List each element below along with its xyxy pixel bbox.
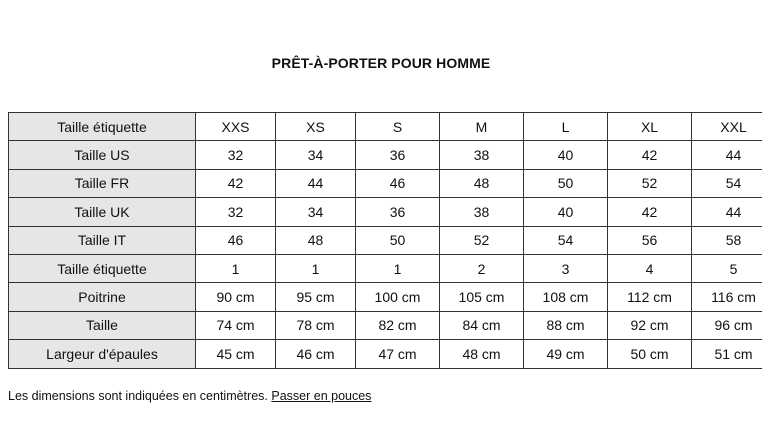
size-chart-body — [9, 113, 762, 369]
row-label: Taille FR — [9, 169, 196, 197]
row-label: Taille étiquette — [9, 254, 196, 282]
table-cell: 84 cm — [440, 311, 524, 339]
table-cell: 1 — [196, 254, 276, 282]
table-cell: 52 — [440, 226, 524, 254]
table-cell: 32 — [196, 141, 276, 169]
table-cell: 2 — [440, 254, 524, 282]
switch-to-inches-link[interactable]: Passer en pouces — [271, 389, 372, 403]
table-row — [9, 169, 762, 197]
table-cell: 51 cm — [692, 340, 762, 368]
table-cell: 38 — [440, 198, 524, 226]
table-cell: 36 — [356, 141, 440, 169]
table-cell: 100 cm — [356, 283, 440, 311]
table-cell: 48 cm — [440, 340, 524, 368]
table-cell: 46 cm — [276, 340, 356, 368]
row-label: Taille — [9, 311, 196, 339]
table-cell: 105 cm — [440, 283, 524, 311]
table-cell: 49 cm — [524, 340, 608, 368]
footer-note-container — [8, 389, 371, 403]
table-cell: 1 — [276, 254, 356, 282]
table-cell: 56 — [608, 226, 692, 254]
table-cell: 38 — [440, 141, 524, 169]
table-cell: 90 cm — [196, 283, 276, 311]
table-cell: 95 cm — [276, 283, 356, 311]
table-cell: 40 — [524, 198, 608, 226]
table-cell: XS — [276, 113, 356, 141]
row-label: Taille UK — [9, 198, 196, 226]
table-cell: 108 cm — [524, 283, 608, 311]
table-cell: XXS — [196, 113, 276, 141]
table-cell: 44 — [692, 141, 762, 169]
table-row — [9, 113, 762, 141]
table-cell: 78 cm — [276, 311, 356, 339]
table-cell: 44 — [692, 198, 762, 226]
row-label: Taille US — [9, 141, 196, 169]
table-cell: 50 — [524, 169, 608, 197]
table-row — [9, 283, 762, 311]
table-cell: 54 — [692, 169, 762, 197]
table-cell: 36 — [356, 198, 440, 226]
table-cell: 32 — [196, 198, 276, 226]
table-cell: 88 cm — [524, 311, 608, 339]
table-cell: 42 — [608, 141, 692, 169]
table-cell: 1 — [356, 254, 440, 282]
page-title: PRÊT-À-PORTER POUR HOMME — [271, 55, 491, 71]
table-cell: 50 — [356, 226, 440, 254]
row-label: Poitrine — [9, 283, 196, 311]
table-cell: 48 — [440, 169, 524, 197]
table-row — [9, 198, 762, 226]
table-cell: 46 — [196, 226, 276, 254]
table-cell: M — [440, 113, 524, 141]
table-row — [9, 226, 762, 254]
table-cell: XL — [608, 113, 692, 141]
table-row — [9, 311, 762, 339]
table-cell: 34 — [276, 141, 356, 169]
row-label: Taille IT — [9, 226, 196, 254]
table-cell: 116 cm — [692, 283, 762, 311]
units-note: Les dimensions sont indiquées en centimètres. — [8, 389, 268, 403]
table-cell: 58 — [692, 226, 762, 254]
table-cell: 47 cm — [356, 340, 440, 368]
table-cell: 112 cm — [608, 283, 692, 311]
table-cell: 92 cm — [608, 311, 692, 339]
row-label: Taille étiquette — [9, 113, 196, 141]
table-cell: 82 cm — [356, 311, 440, 339]
table-cell: 40 — [524, 141, 608, 169]
row-label: Largeur d'épaules — [9, 340, 196, 368]
table-row — [9, 254, 762, 282]
table-cell: 42 — [196, 169, 276, 197]
table-cell: 45 cm — [196, 340, 276, 368]
table-cell: 44 — [276, 169, 356, 197]
table-cell: 42 — [608, 198, 692, 226]
table-cell: L — [524, 113, 608, 141]
table-cell: 3 — [524, 254, 608, 282]
table-cell: 5 — [692, 254, 762, 282]
table-cell: 34 — [276, 198, 356, 226]
table-cell: S — [356, 113, 440, 141]
table-cell: 50 cm — [608, 340, 692, 368]
table-cell: 46 — [356, 169, 440, 197]
table-row — [9, 340, 762, 368]
table-cell: XXL — [692, 113, 762, 141]
table-cell: 48 — [276, 226, 356, 254]
table-cell: 54 — [524, 226, 608, 254]
table-cell: 96 cm — [692, 311, 762, 339]
size-chart-table — [8, 112, 762, 369]
table-row — [9, 141, 762, 169]
table-cell: 4 — [608, 254, 692, 282]
table-cell: 74 cm — [196, 311, 276, 339]
table-cell: 52 — [608, 169, 692, 197]
